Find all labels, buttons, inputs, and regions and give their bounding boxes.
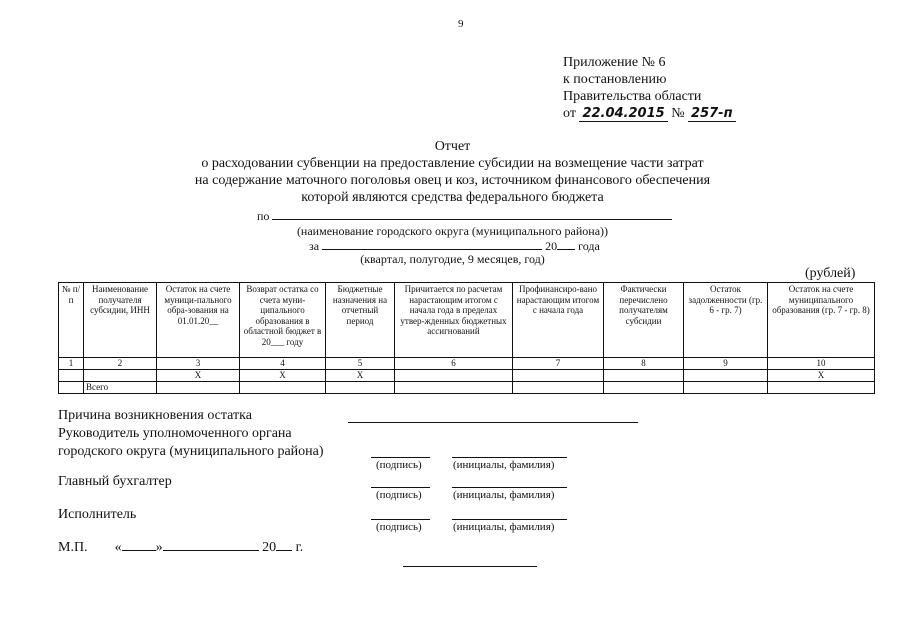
header-cell: Профинансиро-вано нарастающим итогом с начала года — [513, 283, 604, 358]
day-blank — [122, 538, 156, 551]
table-cell — [684, 382, 768, 394]
table-cell — [326, 382, 395, 394]
stamp-date-line — [58, 538, 303, 557]
table-cell: 6 — [395, 358, 513, 370]
table-cell — [395, 382, 513, 394]
report-title-line-3: которой являются средства федерального бюджета — [301, 190, 604, 205]
head-name-line — [452, 457, 567, 458]
page-number: 9 — [458, 18, 464, 30]
chief-name-caption: (инициалы, фамилия) — [453, 489, 555, 501]
table-cell: 1 — [59, 358, 84, 370]
bottom-signature-line — [403, 566, 537, 567]
handwritten-number: 257-п — [688, 106, 736, 122]
report-heading: Отчет — [434, 139, 471, 154]
by-prefix: по — [257, 209, 270, 223]
table-cell — [59, 382, 84, 394]
table-cell: 2 — [84, 358, 157, 370]
currency-label: (рублей) — [805, 266, 856, 281]
table-cell: 3 — [157, 358, 240, 370]
year-suffix: г. — [295, 540, 304, 555]
district-field — [257, 207, 672, 224]
year-blank — [276, 538, 292, 551]
table-cell-total-label: Всего — [84, 382, 157, 394]
handwritten-date: 22.04.2015 — [579, 106, 667, 122]
executor-name-line — [452, 519, 567, 520]
head-label-line-1: Руководитель уполномоченного органа — [58, 426, 292, 441]
table-cell — [513, 370, 604, 382]
district-caption: (наименование городского округа (муниципального района)) — [296, 224, 609, 238]
period-year-prefix: 20 — [545, 239, 558, 253]
period-blank — [322, 237, 542, 250]
header-cell: Возврат остатка со счета муни-ципального образования в областной бюджет в 20___ году — [240, 283, 326, 358]
date-open-quote: « — [114, 540, 122, 555]
header-cell: Остаток на счете муници-пального обра-зования на 01.01.20__ — [157, 283, 240, 358]
appendix-line-2: к постановлению — [563, 72, 667, 87]
table-cell: X — [157, 370, 240, 382]
chief-sign-caption: (подпись) — [376, 489, 422, 501]
year-prefix: 20 — [262, 540, 277, 555]
table-header-row — [59, 283, 875, 358]
month-blank — [163, 538, 259, 551]
reason-blank-line — [348, 422, 638, 423]
period-caption: (квартал, полугодие, 9 месяцев, год) — [360, 252, 545, 266]
appendix-date-line — [563, 105, 736, 122]
head-sign-line — [371, 457, 430, 458]
report-title-line-1: о расходовании субвенции на предоставление субсидии на возмещение части затрат — [201, 156, 704, 171]
table-total-row — [59, 382, 875, 394]
executor-name-caption: (инициалы, фамилия) — [453, 521, 555, 533]
table-cell — [59, 370, 84, 382]
header-cell: Остаток задолженности (гр. 6 - гр. 7) — [684, 283, 768, 358]
table-x-row — [59, 370, 875, 382]
table-cell — [395, 370, 513, 382]
table-cell: X — [240, 370, 326, 382]
date-close-quote: » — [155, 540, 163, 555]
table-cell: 7 — [513, 358, 604, 370]
table-cell — [240, 382, 326, 394]
executor-label: Исполнитель — [58, 507, 137, 522]
table-cell: 10 — [768, 358, 875, 370]
district-blank — [272, 207, 672, 220]
table-cell: 4 — [240, 358, 326, 370]
number-prefix: № — [671, 106, 685, 121]
report-table — [58, 282, 875, 394]
date-prefix: от — [563, 106, 576, 121]
table-cell — [513, 382, 604, 394]
head-sign-caption: (подпись) — [376, 459, 422, 471]
header-cell: Причитается по расчетам нарастающим итогом с начала года в пределах утвер-жденных бюджетных ассигнований — [395, 283, 513, 358]
header-cell: Фактически перечислено получателям субсидии — [604, 283, 684, 358]
head-label-line-2: городского округа (муниципального района) — [58, 444, 324, 459]
period-year-suffix: года — [578, 239, 600, 253]
table-cell — [157, 382, 240, 394]
table-cell — [604, 382, 684, 394]
table-cell: 9 — [684, 358, 768, 370]
head-name-caption: (инициалы, фамилия) — [453, 459, 555, 471]
chief-name-line — [452, 487, 567, 488]
chief-accountant-label: Главный бухгалтер — [58, 474, 172, 489]
executor-sign-line — [371, 519, 430, 520]
reason-label: Причина возникновения остатка — [58, 408, 252, 423]
table-cell: 5 — [326, 358, 395, 370]
table-cell — [684, 370, 768, 382]
table-cell — [604, 370, 684, 382]
executor-sign-caption: (подпись) — [376, 521, 422, 533]
chief-sign-line — [371, 487, 430, 488]
year-blank — [557, 237, 575, 250]
period-prefix: за — [309, 239, 320, 253]
table-cell — [84, 370, 157, 382]
appendix-line-3: Правительства области — [563, 89, 702, 104]
table-cell: X — [326, 370, 395, 382]
header-cell: № п/п — [59, 283, 84, 358]
table-cell — [768, 382, 875, 394]
table-number-row — [59, 358, 875, 370]
header-cell: Остаток на счете муниципального образования (гр. 7 - гр. 8) — [768, 283, 875, 358]
header-cell: Наименование получателя субсидии, ИНН — [84, 283, 157, 358]
header-cell: Бюджетные назначения на отчетный период — [326, 283, 395, 358]
report-title-line-2: на содержание маточного поголовья овец и коз, источником финансового обеспечения — [194, 173, 711, 188]
stamp-label: М.П. — [58, 540, 88, 555]
appendix-line-1: Приложение № 6 — [563, 55, 666, 70]
table-cell: 8 — [604, 358, 684, 370]
table-cell: X — [768, 370, 875, 382]
appendix-block — [563, 54, 736, 122]
